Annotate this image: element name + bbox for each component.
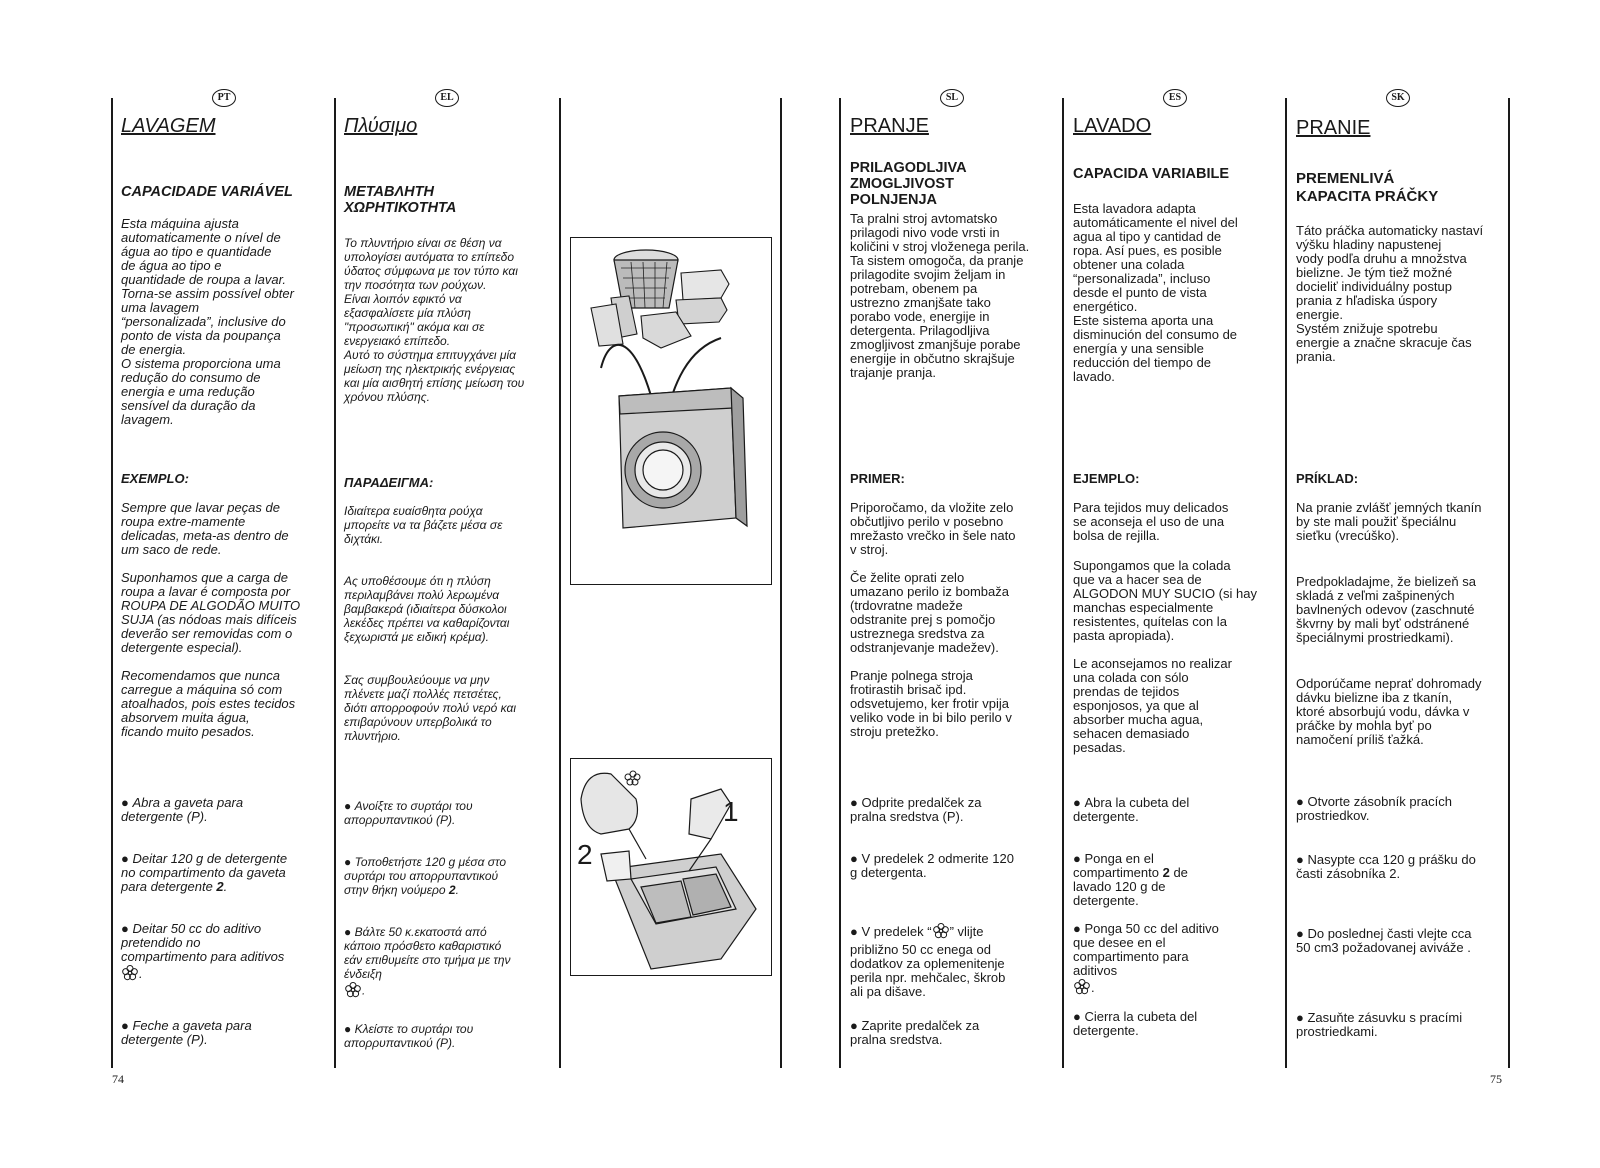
section-title: PRANIE [1296,117,1371,139]
section-title: Πλύσιμο [344,115,418,137]
detergent-pouring-drawing [571,759,771,975]
column-divider [839,98,841,1068]
step-item: ● Odprite predalček za pralna sredstva (P). [850,796,1062,824]
section-title: PRANJE [850,115,929,137]
language-badge: PT [212,89,236,107]
step-item: ● Ponga en el compartimento 2 de lavado 120 g de detergente. [1073,852,1285,908]
page-number: 74 [112,1072,124,1086]
step-item: ● Do poslednej časti vlejte cca 50 cm3 požadovanej aviváže . [1296,927,1508,955]
step-item: ● V predelek “ ” vlijte približno 50 cc enega od dodatkov za oplemenitenje perila npr. mehčalec, škrob ali pa dišave. [850,922,1062,999]
example-paragraph: Le aconsejamos no realizar una colada con sólo prendas de tejidos esponjosos, ya que al absorber mucha agua, sehacen demasiado pesadas. [1073,656,1232,755]
example-paragraph: Priporočamo, da vložite zelo občutljivo perilo v posebno mrežasto vrečko in šele nato v stroj. [850,500,1016,557]
section-heading: PRILAGODLJIVA ZMOGLJIVOST POLNJENJA [850,160,967,208]
step-number-2: 2 [577,839,593,870]
example-paragraph: Pranje polnega stroja frotirastih brisač ipd. odsvetujemo, ker frotir vpija veliko vode in bi bilo perilo v stroju pretežko. [850,668,1012,739]
example-label: PRIMER: [850,471,905,486]
flower-icon [625,771,640,785]
intro-text: Esta máquina ajusta automaticamente o nível de água ao tipo e quantidade de água ao tipo e quantidade de roupa a lavar. Torna-se assim possível obter uma lavagem “personalizada”, inclusive do ponto de vista da poupança de energia. O sistema proporciona uma redução do consumo de energia e uma redução sensível da duração da lavagem. [121,216,294,427]
column-divider [1062,98,1064,1068]
language-badge: SL [940,89,964,107]
step-number-1: 1 [723,796,739,827]
example-paragraph: Supongamos que la colada que va a hacer sea de ALGODON MUY SUCIO (si hay manchas especialmente resistentes, quítelas con la pasta apropiada). [1073,558,1257,643]
section-heading: PREMENLIVÁ KAPACITA PRÁČKY [1296,170,1439,205]
step-item: ● Deitar 120 g de detergente no compartimento da gaveta para detergente 2. [121,852,331,894]
step-item: ● Cierra la cubeta del detergente. [1073,1010,1285,1038]
flower-icon [344,981,362,1002]
column-divider [1285,98,1287,1068]
example-paragraph: Sempre que lavar peças de roupa extre-mamente delicadas, meta-as dentro de um saco de rede. [121,500,289,557]
step-item: ● Feche a gaveta para detergente (P). [121,1019,331,1047]
intro-text: Το πλυντήριο είναι σε θέση να υπολογίσει αυτόματα το επίπεδο ύδατος σύμφωνα με τον τύπο και την ποσότητα των ρούχων. Είναι λοιπόν εφικτό να εξασφαλίσετε μία πλύση "προσωπική" ακόμα και σε ενεργειακό επίπεδο. Αυτό το σύστημα επιτυγχάνει μία μείωση της ηλεκτρικής ενέργειας και μία αισθητή επίσης μείωση του χρόνου πλύσης. [344,236,525,404]
example-paragraph: Ας υποθέσουμε ότι η πλύση περιλαμβάνει πολύ λερωμένα βαμβακερά (ιδιαίτερα δύσκολοι λεκέδες πρέπει να καθαρίζονται ξεχωριστά με ειδική κρέμα). [344,574,510,644]
example-paragraph: Recomendamos que nunca carregue a máquina só com atoalhados, pois estes tecidos absorvem muita água, ficando muito pesados. [121,668,296,739]
example-paragraph: Σας συμβουλεύουμε να μην πλένετε μαζί πολλές πετσέτες, διότι απορροφούν πολύ νερό και επιβαρύνουν υπερβολικά το πλυντήριο. [344,673,516,743]
step-item: ● V predelek 2 odmerite 120 g detergenta. [850,852,1062,880]
step-item: ● Deitar 50 cc do aditivo pretendido no compartimento para aditivos . [121,922,331,985]
washing-machine-illustration [570,237,772,585]
language-badge: SK [1386,89,1410,107]
example-paragraph: Suponhamos que a carga de roupa a lavar é composta por ROUPA DE ALGODÃO MUITO SUJA (as nódoas mais difíceis deverão ser removidas com o detergente especial). [121,570,301,655]
step-item: ● Otvorte zásobník pracích prostriedkov. [1296,795,1508,823]
column-divider [1508,98,1510,1068]
page-number: 75 [1490,1072,1502,1086]
step-item: ● Zaprite predalček za pralna sredstva. [850,1019,1062,1047]
step-item: ● Abra la cubeta del detergente. [1073,796,1285,824]
example-paragraph: Predpokladajme, že bielizeň sa skladá z veľmi zašpinených bavlnených odevov (zaschnuté škvrny by mali byť odstránené špeciálnymi prostriedkami). [1296,574,1476,645]
example-paragraph: Para tejidos muy delicados se aconseja el uso de una bolsa de rejilla. [1073,500,1229,543]
section-title: LAVAGEM [121,115,216,137]
intro-text: Esta lavadora adapta automáticamente el nivel del agua al tipo y cantidad de ropa. Así pues, es posible obtener una colada “personalizada”, incluso desde el punto de vista energético. Este sistema aporta una disminución del consumo de energía y una sensible reducción del tiempo de lavado. [1073,201,1238,384]
step-item: ● Βάλτε 50 κ.εκατοστά από κάποιο πρόσθετο καθαριστικό εάν επιθυμείτε στο τμήμα με την ένδειξη . [344,925,556,1002]
example-label: PRÍKLAD: [1296,471,1359,486]
column-divider [111,98,113,1068]
language-badge: ES [1163,89,1187,107]
step-item: ● Κλείστε το συρτάρι του απορρυπαντικού (P). [344,1022,556,1050]
section-heading: ΜΕΤΑΒΛΗΤΗ ΧΩΡΗΤΙΚΟΤΗΤΑ [344,184,457,216]
intro-text: Ta pralni stroj avtomatsko prilagodi nivo vode vrsti in količini v stroj vloženega perila. Ta sistem omogoča, da pranje prilagodite svojim željam in potrebam, obenem pa ustrezno zmanjšate tako porabo vode, energije in detergenta. Prilagodljiva zmogljivost zmanjšuje porabe energije in občutno skrajšuje trajanje pranja. [850,211,1030,380]
step-item: ● Abra a gaveta para detergente (P). [121,796,331,824]
flower-icon [932,922,950,943]
laundry-into-machine-drawing [571,238,771,584]
example-label: EJEMPLO: [1073,471,1140,486]
flower-icon [1073,978,1091,999]
flower-icon [121,964,139,985]
section-title: LAVADO [1073,115,1152,137]
step-item: ● Ponga 50 cc del aditivo que desee en el compartimento para aditivos . [1073,922,1285,999]
example-paragraph: Odporúčame neprať dohromady dávku bielizne iba z tkanín, ktoré absorbujú vodu, dávka v práčke by mohla byť po namočení príliš ťažká. [1296,676,1482,747]
column-divider [780,98,782,1068]
step-item: ● Τοποθετήστε 120 g μέσα στο συρτάρι του απορρυπαντικού στην θήκη νούμερο 2. [344,855,556,897]
example-paragraph: Na pranie zvlášť jemných tkanín by ste mali použiť špeciálnu sieťku (vrecúško). [1296,500,1482,543]
step-item: ● Nasypte cca 120 g prášku do časti zásobníka 2. [1296,853,1508,881]
detergent-drawer-illustration [570,758,772,976]
language-badge: EL [435,89,459,107]
example-paragraph: Če želite oprati zelo umazano perilo iz bombaža (trdovratne madeže odstranite prej s pomočjo ustreznega sredstva za odstranjevanje madežev). [850,570,1009,655]
section-heading: CAPACIDADE VARIÁVEL [121,184,293,200]
intro-text: Táto práčka automaticky nastaví výšku hladiny napustenej vody podľa druhu a množstva bielizne. Je tým tiež možné docieliť individuálny postup prania z hľadiska úspory energie. Systém znižuje spotrebu energie a značne skracuje čas prania. [1296,223,1484,364]
step-item: ● Ανοίξτε το συρτάρι του απορρυπαντικού (P). [344,799,556,827]
example-label: ΠΑΡΑΔΕΙΓΜΑ: [344,475,434,490]
section-heading: CAPACIDA VARIABILE [1073,166,1230,182]
example-paragraph: Ιδιαίτερα ευαίσθητα ρούχα μπορείτε να τα βάζετε μέσα σε διχτάκι. [344,504,503,546]
column-divider [334,98,336,1068]
step-item: ● Zasuňte zásuvku s pracími prostriedkami. [1296,1011,1508,1039]
example-label: EXEMPLO: [121,471,189,486]
column-divider [559,98,561,1068]
